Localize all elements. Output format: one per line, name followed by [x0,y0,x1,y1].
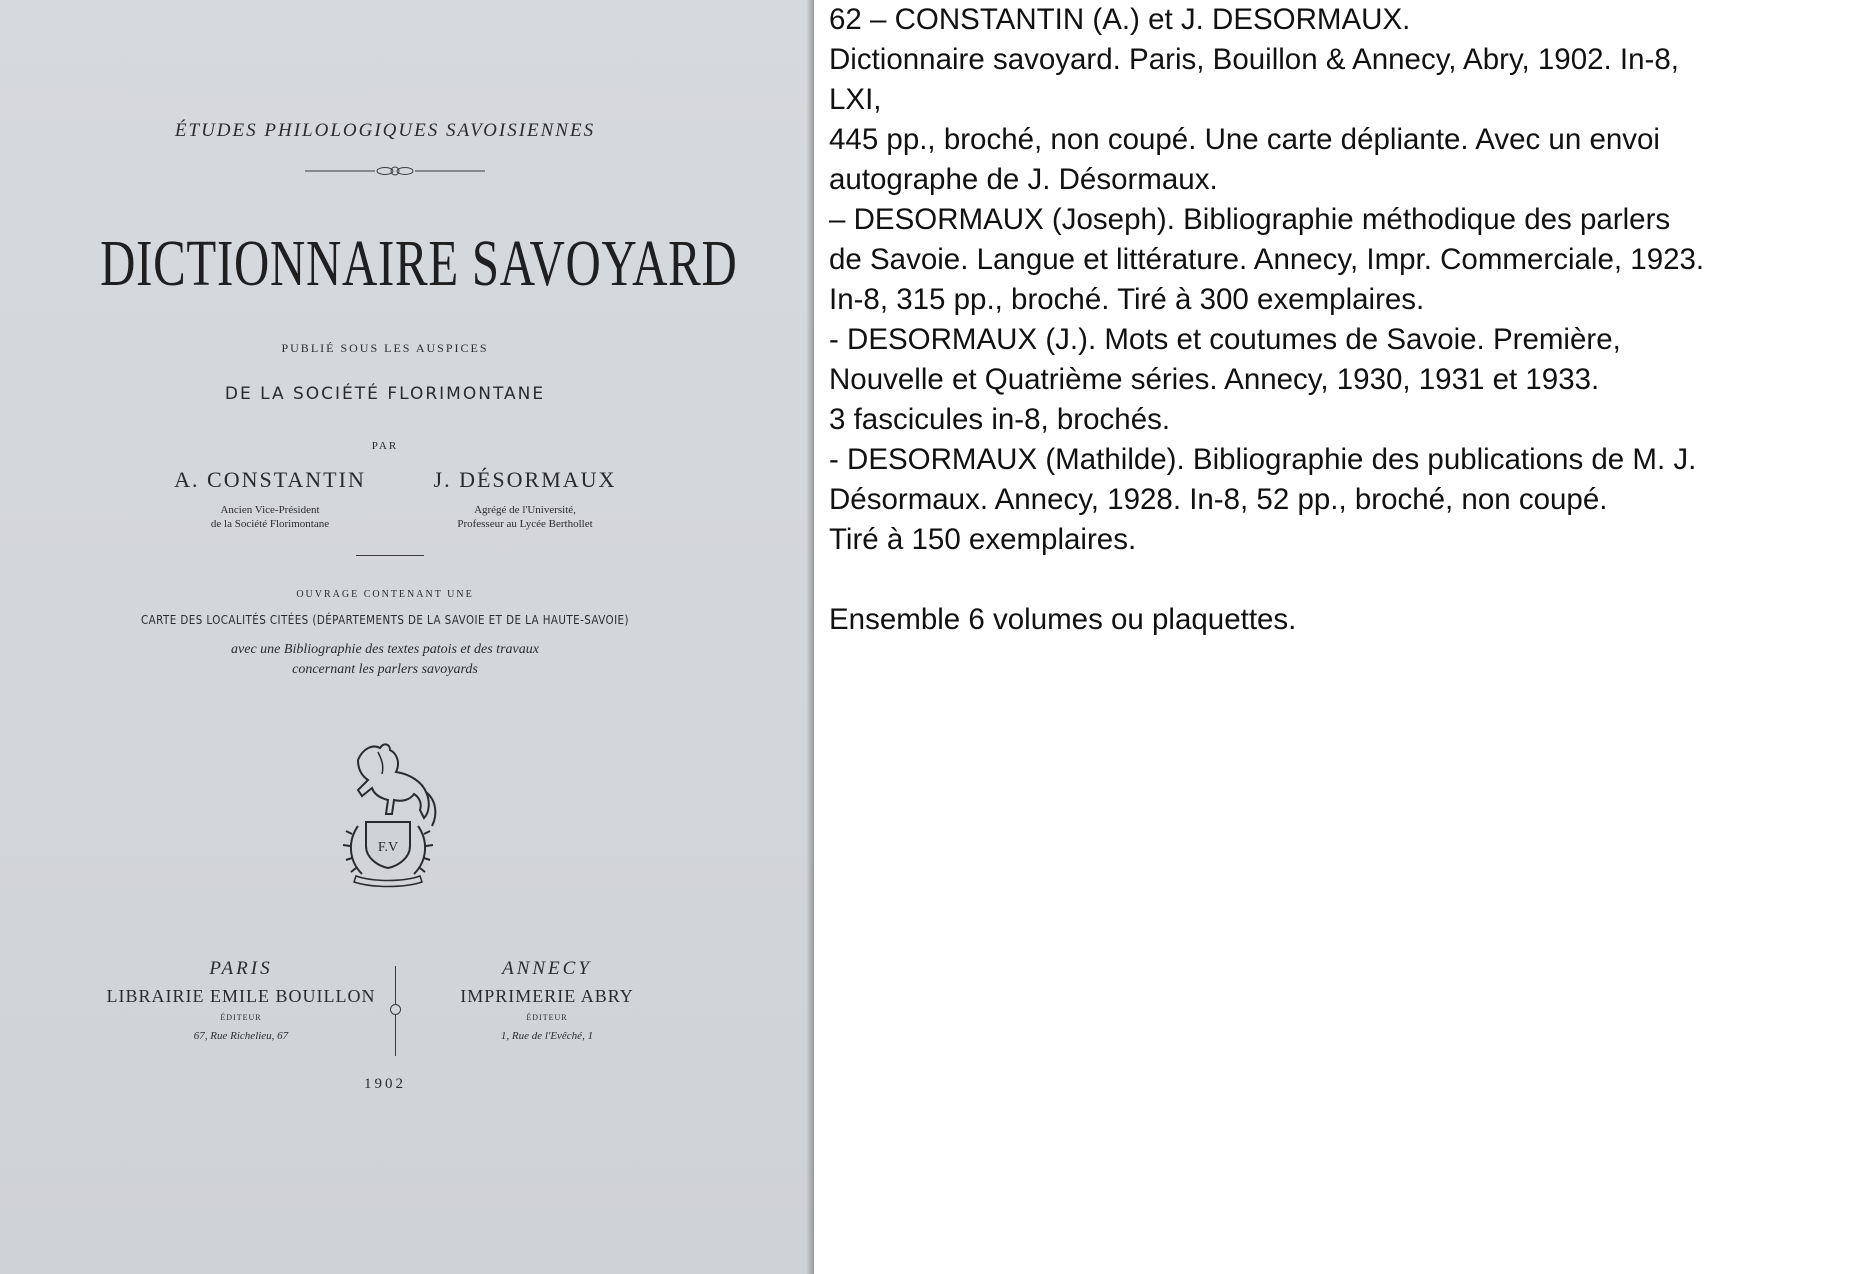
imprint-address: 1, Rue de l'Evêché, 1 [500,1030,594,1042]
listing-line: Ensemble 6 volumes ou plaquettes. [829,603,1297,636]
imprint-city: ANNECY [502,958,592,979]
listing-line: autographe de J. Désormaux. [829,163,1218,196]
author-name: J. DÉSORMAUX [433,467,617,492]
listing-line: de Savoie. Langue et littérature. Annecy, Impr. Commerciale, 1923. [829,243,1705,276]
lot-description [829,0,1849,640]
author-title-line: Professeur au Lycée Berthollet [457,518,593,530]
listing-line: Tiré à 150 exemplaires. [829,523,1137,556]
listing-line: - DESORMAUX (J.). Mots et coutumes de Savoie. Première, [829,323,1621,356]
listing-line: Nouvelle et Quatrième séries. Annecy, 1930, 1931 et 1933. [829,363,1600,396]
cover-year: 1902 [364,1076,406,1092]
emblem-monogram: F.V [377,840,399,855]
imprint-city: PARIS [209,958,273,979]
book-cover-photo [0,0,814,1274]
listing-line: Désormaux. Annecy, 1928. In-8, 52 pp., broché, non coupé. [829,483,1608,516]
imprint-publisher: LIBRAIRIE EMILE BOUILLON [106,986,376,1006]
cover-series: ÉTUDES PHILOLOGIQUES SAVOISIENNES [174,120,596,141]
imprint-divider-knot [390,1004,401,1015]
cover-publie: PUBLIÉ SOUS LES AUSPICES [281,341,489,355]
bibliographie-line: concernant les parlers savoyards [292,662,478,677]
imprint-publisher: IMPRIMERIE ABRY [460,986,634,1006]
listing-line: In-8, 315 pp., broché. Tiré à 300 exemplaires. [829,283,1425,316]
author-title-line: Agrégé de l'Université, [474,504,576,516]
listing-line: - DESORMAUX (Mathilde). Bibliographie des publications de M. J. [829,443,1697,476]
imprint-address: 67, Rue Richelieu, 67 [193,1030,289,1042]
publisher-emblem-horse [318,730,458,890]
imprint-role: ÉDITEUR [220,1013,262,1022]
imprint-annecy [412,958,682,1042]
cover-author-constantin [160,467,380,531]
cover-title: DICTIONNAIRE SAVOYARD [100,227,738,300]
cover-rule [356,555,424,556]
listing-line: LXI, [829,83,882,116]
cover-carte: CARTE DES LOCALITÉS CITÉES (DÉPARTEMENTS DE LA SAVOIE ET DE LA HAUTE-SAVOIE) [141,613,629,627]
cover-par: PAR [371,440,399,452]
listing-blank-line [829,560,1849,600]
imprint-paris [96,958,386,1042]
author-title-line: Ancien Vice-Président [220,504,320,516]
listing-line: Dictionnaire savoyard. Paris, Bouillon & Annecy, Abry, 1902. In-8, [829,43,1679,76]
cover-author-desormaux [410,467,640,531]
author-title-line: de la Société Florimontane [210,518,330,530]
cover-bibliographie [0,640,770,680]
listing-line: 3 fascicules in-8, brochés. [829,403,1171,436]
author-name: A. CONSTANTIN [174,467,366,492]
listing-line: 62 – CONSTANTIN (A.) et J. DESORMAUX. [829,3,1411,36]
listing-line: 445 pp., broché, non coupé. Une carte dépliante. Avec un envoi [829,123,1660,156]
cover-ouvrage: OUVRAGE CONTENANT UNE [296,589,474,600]
bibliographie-line: avec une Bibliographie des textes patois et des travaux [231,642,539,657]
ornament-divider [305,165,485,177]
listing-line: – DESORMAUX (Joseph). Bibliographie méthodique des parlers [829,203,1671,236]
cover-societe: DE LA SOCIÉTÉ FLORIMONTANE [224,384,546,404]
imprint-role: ÉDITEUR [526,1013,568,1022]
